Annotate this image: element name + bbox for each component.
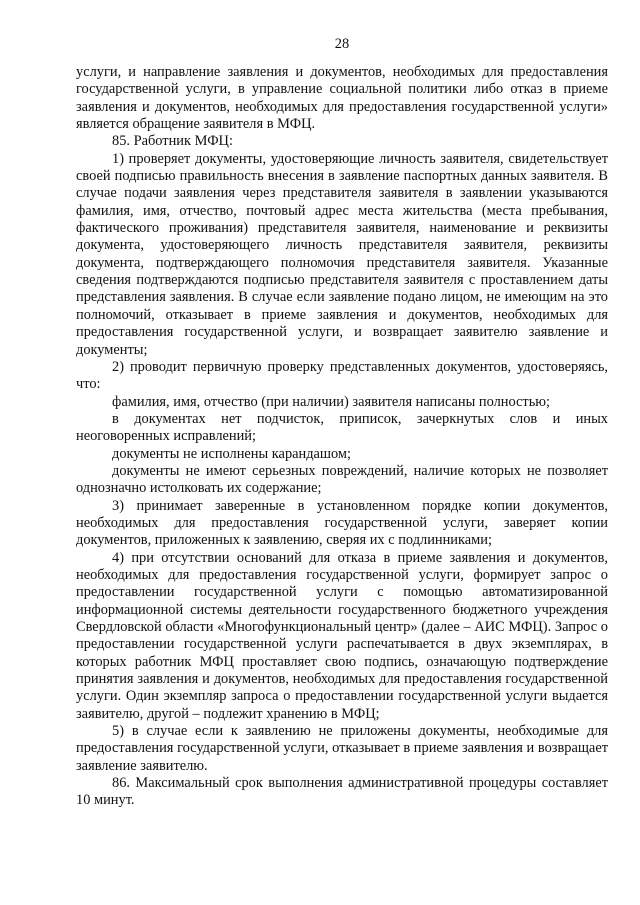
- paragraph-item-1: 1) проверяет документы, удостоверяющие личность заявителя, свидетельствует своей подписью правильность внесения в заявление паспортных данных заявителя. В случае подачи заявления через представителя заявителя в заявлении указываются фамилия, имя, отчество, почтовый адрес места жительства (места пребывания, фактического проживания) представителя заявителя, наименование и реквизиты документа, удостоверяющего личность представителя заявителя, реквизиты документа, подтверждающего полномочия представителя заявителя. Указанные сведения подтверждаются подписью представителя заявителя с проставлением даты представления заявления. В случае если заявление подано лицом, не имеющим на это полномочий, отказывает в приеме заявления и документов, необходимых для предоставления государственной услуги, и возвращает заявителю заявление и документы;: [76, 150, 608, 358]
- paragraph-check-corrections: в документах нет подчисток, приписок, зачеркнутых слов и иных неоговоренных исправлений;: [76, 410, 608, 445]
- paragraph-item-2: 2) проводит первичную проверку представленных документов, удостоверяясь, что:: [76, 358, 608, 393]
- paragraph-86: 86. Максимальный срок выполнения административной процедуры составляет 10 минут.: [76, 775, 608, 809]
- paragraph-85-heading: 85. Работник МФЦ:: [112, 133, 233, 150]
- page-number: 28: [334, 36, 350, 52]
- paragraph-item-5: 5) в случае если к заявлению не приложены документы, необходимые для предоставления государственной услуги, отказывает в приеме заявления и возвращает заявление заявителю.: [76, 723, 608, 774]
- paragraph-check-name: фамилия, имя, отчество (при наличии) заявителя написаны полностью;: [112, 393, 551, 410]
- document-page: [76, 34, 608, 810]
- paragraph-item-3: 3) принимает заверенные в установленном порядке копии документов, необходимых для предоставления государственной услуги, заверяет копии документов, приложенных к заявлению, сверяя их с подлинниками;: [76, 497, 608, 549]
- paragraph-item-4: 4) при отсутствии оснований для отказа в приеме заявления и документов, необходимых для предоставления государственной услуги, формирует запрос о предоставлении государственной услуги с помощью автоматизированной информационной системы деятельности государственного бюджетного учреждения Свердловской области «Многофункциональный центр» (далее – АИС МФЦ). Запрос о предоставлении государственной услуги распечатывается в двух экземплярах, в которых работник МФЦ проставляет свою подпись, означающую подтверждение принятия заявления и документов, необходимых для предоставления государственной услуги. Один экземпляр запроса о предоставлении государственной услуги выдается заявителю, другой – подлежит хранению в МФЦ;: [76, 549, 608, 722]
- paragraph-continuation: услуги, и направление заявления и документов, необходимых для предоставления государственной услуги, в управление социальной политики либо отказ в приеме заявления и документов, необходимых для предоставления государственной услуги» является обращение заявителя в МФЦ.: [76, 64, 608, 133]
- paragraph-check-pencil: документы не исполнены карандашом;: [112, 445, 352, 462]
- paragraph-check-damage: документы не имеют серьезных повреждений, наличие которых не позволяет однозначно истолковать их содержание;: [76, 462, 608, 497]
